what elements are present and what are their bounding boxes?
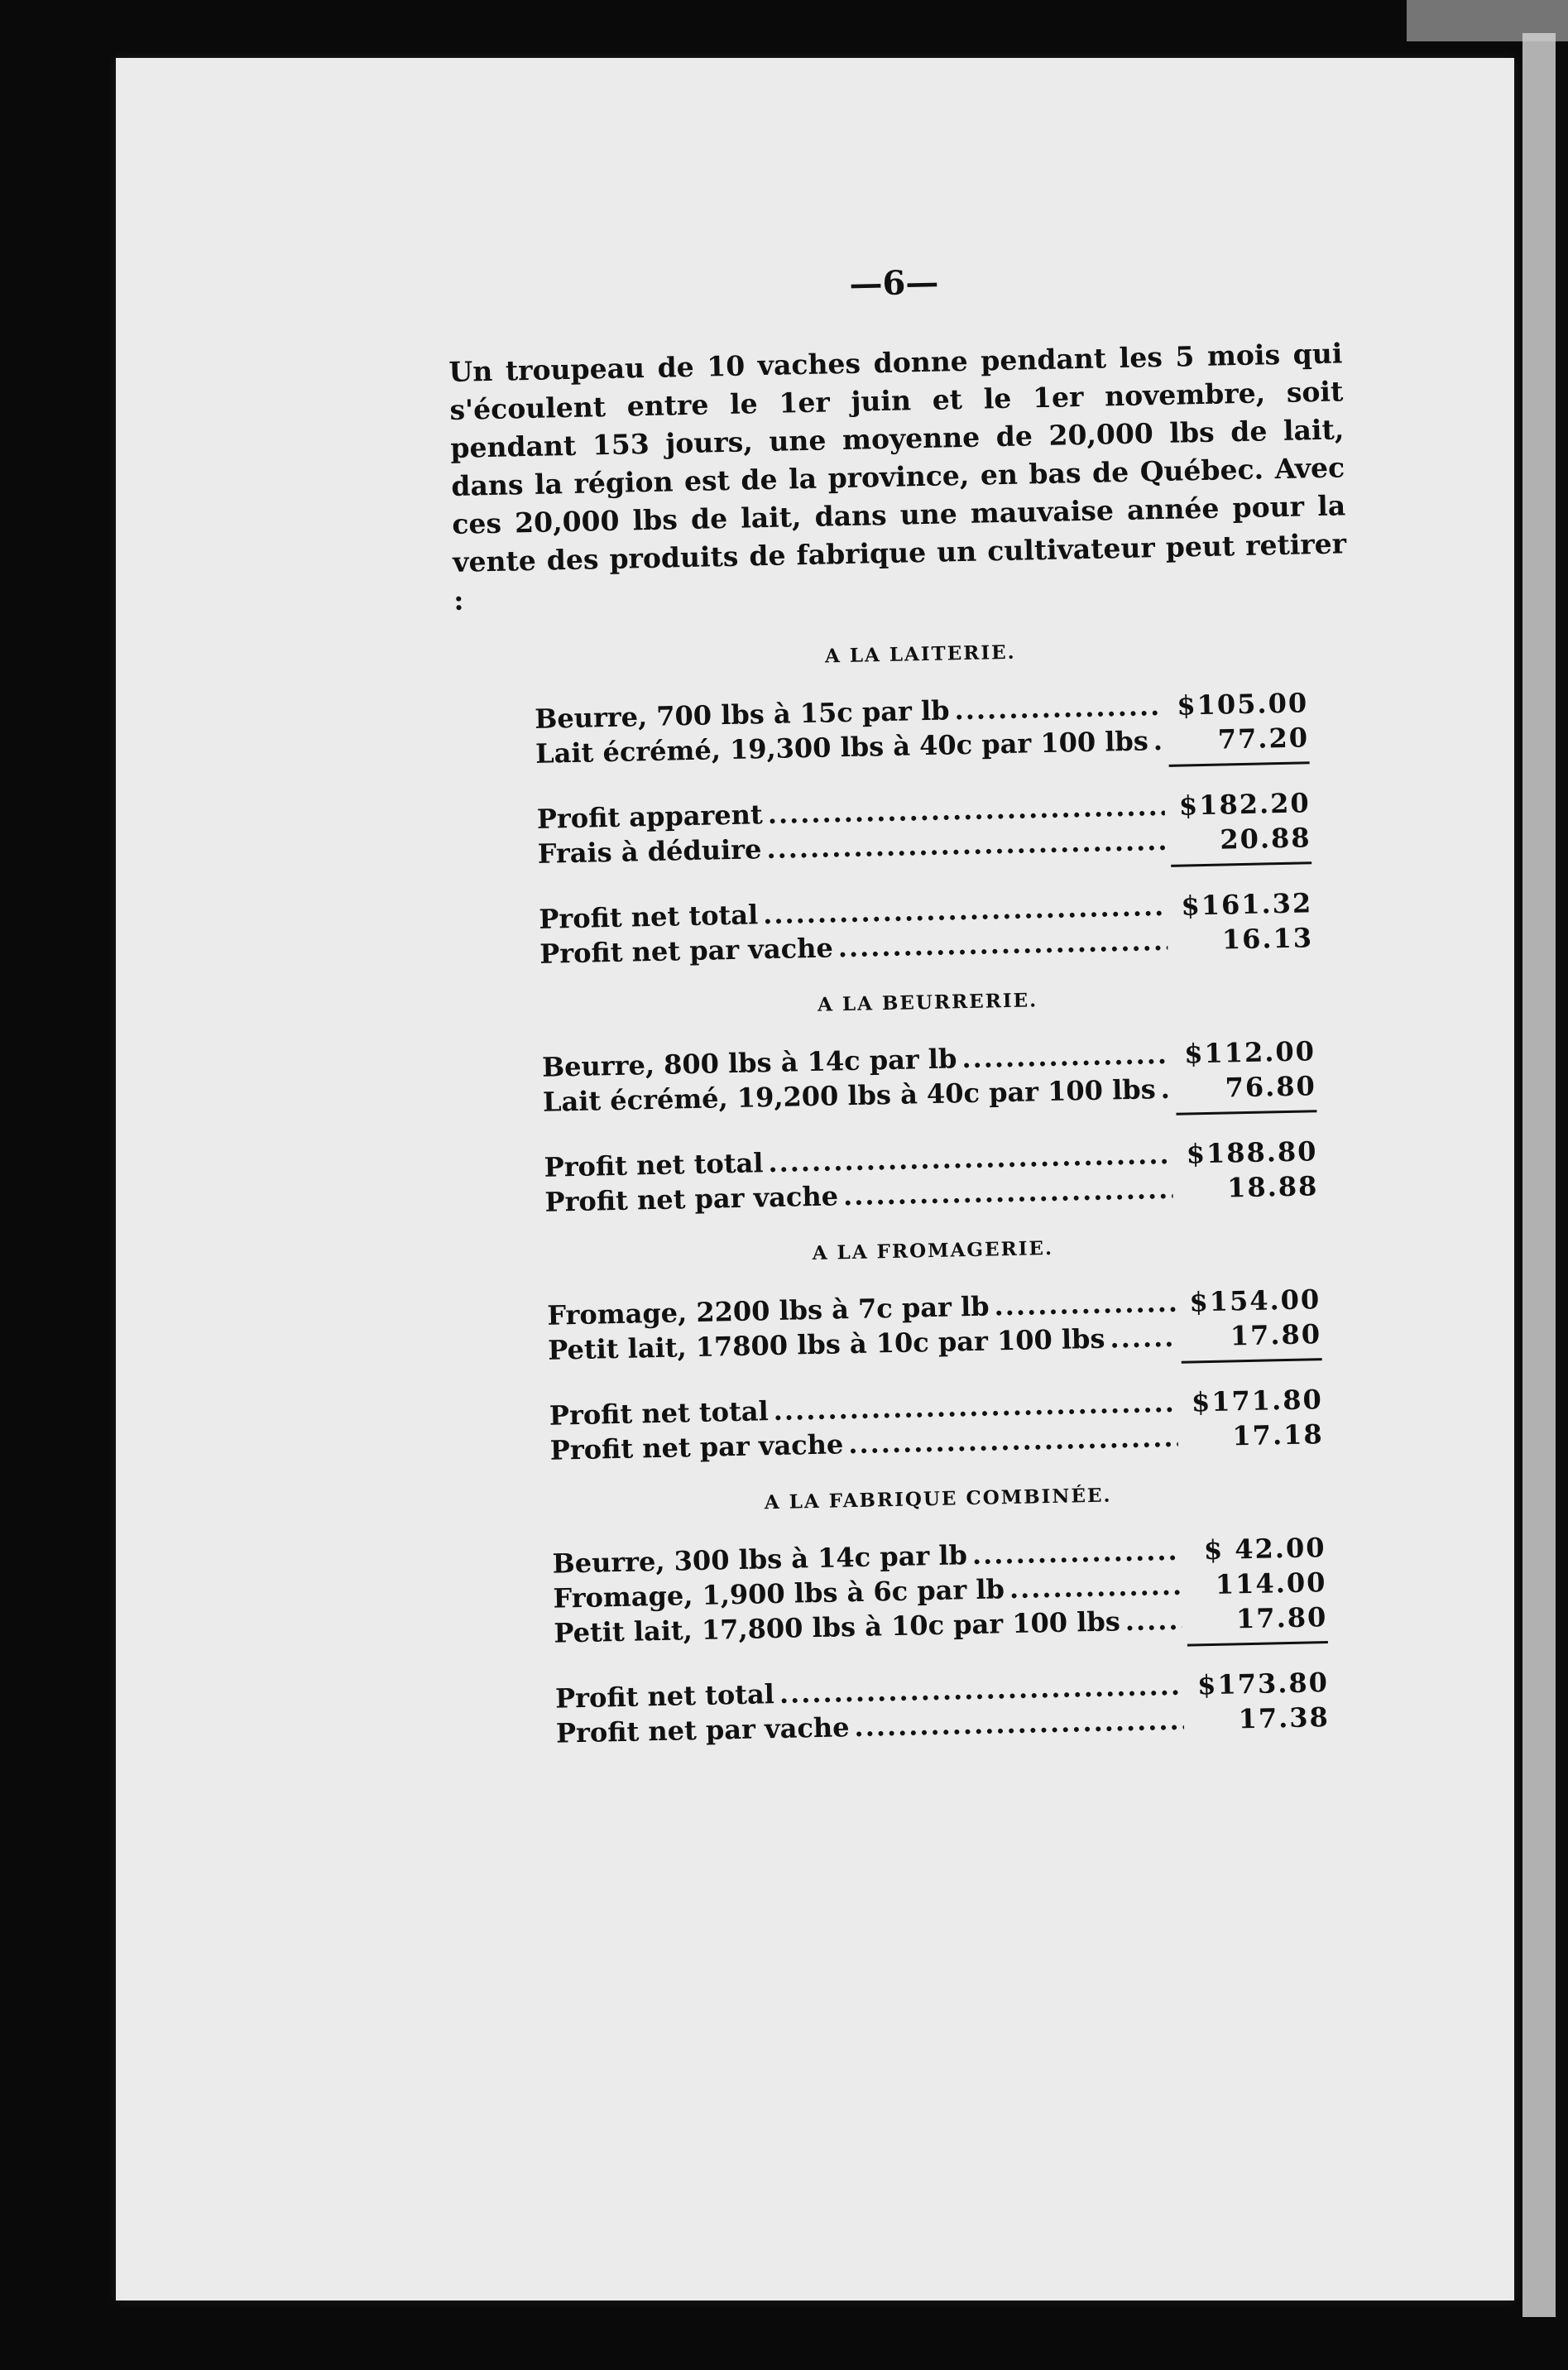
scan-right-edge [1522, 33, 1556, 2317]
row-label: Lait écrémé, 19,200 lbs à 40c par 100 lbs [542, 1073, 1157, 1118]
sum-rule [1187, 1641, 1328, 1647]
section-title: A LA FROMAGERIE. [812, 1236, 1054, 1265]
row-amount: $173.80 [1196, 1667, 1330, 1701]
row-label: Profit net par vache [544, 1180, 839, 1218]
row-label: Profit net total [538, 899, 759, 935]
row-amount: 17.18 [1232, 1418, 1325, 1452]
leader-dots [854, 1703, 1184, 1744]
row-amount: $161.32 [1181, 887, 1313, 922]
row-amount: 18.88 [1226, 1170, 1319, 1204]
row-label: Beurre, 300 lbs à 14c par lb [552, 1539, 968, 1580]
leader-dots [837, 924, 1168, 965]
leader-dots [848, 1420, 1178, 1461]
row-label: Petit lait, 17,800 lbs à 10c par 100 lbs [554, 1605, 1121, 1649]
page-content [447, 254, 1371, 1752]
row-amount: 17.80 [1230, 1318, 1322, 1352]
row-amount: $ 42.00 [1203, 1532, 1326, 1566]
row-amount: 77.20 [1217, 722, 1310, 756]
section-beurrerie [540, 983, 1318, 1220]
row-label: Petit lait, 17800 lbs à 10c par 100 lbs [547, 1322, 1105, 1366]
row-amount: $188.80 [1186, 1135, 1318, 1170]
row-amount: 76.80 [1225, 1070, 1317, 1104]
section-fabrique-combinee [551, 1480, 1330, 1751]
intro-paragraph: Un troupeau de 10 vaches donne pendant les 5 mois qui s'écoulent entre le 1er juin et le 1er novembre, soit pendant 153 jours, une moyenne de 20,000 lbs de lait, dans la région est de la province, en bas de Québec. Avec ces 20,000 lbs de lait, dans une mauvaise année pour la vente des produits de fabrique un cultivateur peut retirer : [448, 337, 1347, 616]
leader-dots [1153, 723, 1163, 758]
sum-rule [1182, 1358, 1322, 1364]
row-label: Fromage, 1,900 lbs à 6c par lb [553, 1573, 1005, 1614]
leader-dots [843, 1172, 1173, 1213]
row-label: Profit net total [554, 1678, 775, 1715]
leader-dots [766, 823, 1166, 866]
row-amount: 16.13 [1221, 922, 1314, 956]
row-label: Beurre, 800 lbs à 14c par lb [541, 1043, 957, 1083]
leader-dots [1160, 1072, 1171, 1106]
row-amount: $154.00 [1189, 1283, 1321, 1318]
row-label: Lait écrémé, 19,300 lbs à 40c par 100 lbs [535, 725, 1149, 770]
leader-dots [1009, 1568, 1181, 1606]
row-label: Profit net par vache [539, 932, 834, 970]
leader-dots [971, 1533, 1180, 1572]
row-label: Beurre, 700 lbs à 15c par lb [534, 694, 950, 735]
leader-dots [961, 1037, 1170, 1076]
row-amount: 17.38 [1238, 1701, 1331, 1735]
section-laiterie [534, 635, 1314, 971]
row-label: Profit net par vache [555, 1711, 850, 1749]
row-amount: 20.88 [1219, 822, 1311, 856]
row-label: Profit net total [549, 1395, 770, 1432]
leader-dots [994, 1285, 1176, 1324]
leader-dots [954, 688, 1163, 727]
row-label: Profit net total [544, 1147, 764, 1183]
row-amount: 114.00 [1215, 1566, 1327, 1600]
row-amount: 17.80 [1235, 1601, 1328, 1635]
row-amount: $112.00 [1183, 1035, 1316, 1070]
section-title: A LA FABRIQUE COMBINÉE. [764, 1484, 1112, 1514]
section-title: A LA BEURRERIE. [817, 989, 1038, 1016]
row-label: Fromage, 2200 lbs à 7c par lb [547, 1290, 990, 1331]
sum-rule [1169, 761, 1310, 767]
row-amount: $171.80 [1191, 1384, 1324, 1418]
sum-rule [1176, 1110, 1316, 1115]
leader-dots [1110, 1320, 1177, 1356]
row-label: Profit net par vache [549, 1428, 844, 1466]
row-amount: $105.00 [1177, 687, 1309, 722]
sum-rule [1171, 861, 1311, 867]
row-amount: $182.20 [1178, 787, 1311, 822]
row-label: Profit apparent [536, 799, 764, 835]
section-fromagerie [546, 1231, 1324, 1468]
section-title: A LA LAITERIE. [824, 640, 1016, 668]
leader-dots [1124, 1603, 1182, 1638]
page-number: —6— [848, 262, 939, 304]
row-label: Frais à déduire [537, 833, 762, 870]
